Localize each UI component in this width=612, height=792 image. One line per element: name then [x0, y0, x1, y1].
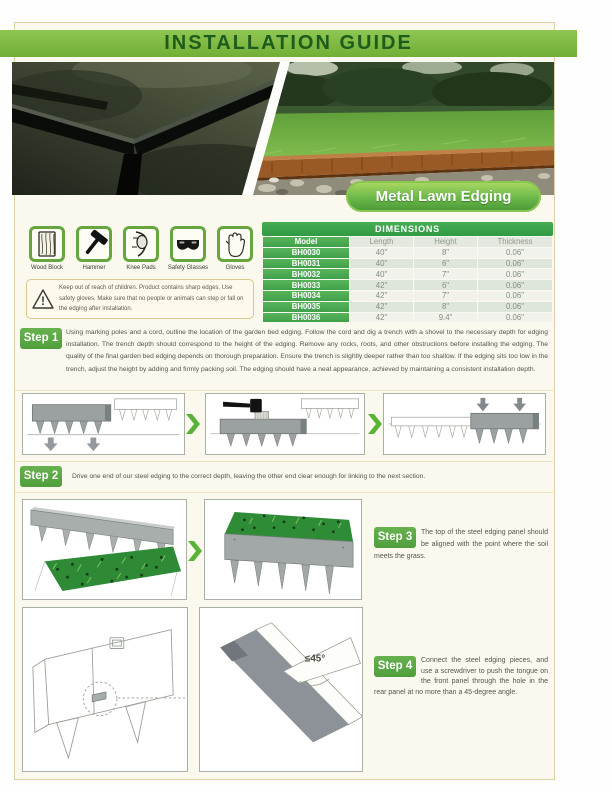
warning-icon [31, 288, 55, 310]
model-cell: BH0035 [263, 302, 349, 312]
figure-row-1-panel-3 [383, 393, 546, 455]
tool-label: Wood Block [31, 265, 63, 271]
value-cell: 40" [350, 248, 413, 258]
model-cell: BH0030 [263, 248, 349, 258]
photo-right-lawn-edging [242, 62, 554, 195]
model-cell: BH0033 [263, 280, 349, 290]
warning-text: Keep out of reach of children. Product contains sharp edges. Use safety gloves. Make sure that no people or animals can step or fall on the edging after installation. [59, 284, 244, 313]
value-cell: 9.4" [414, 313, 477, 323]
value-cell: 7" [414, 291, 477, 301]
table-row [263, 259, 552, 269]
value-cell: 0.06" [478, 259, 552, 269]
value-cell: 42" [350, 302, 413, 312]
dimensions-grid [262, 236, 553, 323]
figure-row-1-panel-1 [22, 393, 185, 455]
column-header-length: Length [350, 237, 413, 247]
value-cell: 7" [414, 269, 477, 279]
table-row [263, 302, 552, 312]
tool-label: Knee Pads [126, 265, 156, 271]
tool-label: Hammer [82, 265, 106, 271]
value-cell: 42" [350, 313, 413, 323]
value-cell: 42" [350, 291, 413, 301]
value-cell: 6" [414, 280, 477, 290]
page-title: INSTALLATION GUIDE [164, 32, 413, 54]
section-divider [15, 492, 553, 493]
tool-item-wood-block [26, 226, 68, 271]
hammer-icon [76, 226, 112, 262]
gloves-icon [217, 226, 253, 262]
photo-left-metal-edging [12, 62, 302, 195]
step-2-label: Step 2 [20, 466, 62, 487]
tool-label: Gloves [225, 265, 245, 271]
column-header-model: Model [263, 237, 349, 247]
figure-row-3-panel-2 [199, 607, 363, 772]
warning-box [26, 279, 254, 319]
value-cell: 0.06" [478, 269, 552, 279]
chevron-right-icon [368, 414, 382, 434]
figure-row-2-panel-2 [204, 499, 362, 600]
step-3-label: Step 3 [374, 527, 416, 548]
tool-item-knee-pads [120, 226, 162, 271]
angle-label: ≤45° [304, 653, 326, 665]
step-1-label: Step 1 [20, 328, 62, 349]
step-4-text: Connect the steel edging pieces, and use a screwdriver to push the tongue on the front panel through the hole in the rear panel at no more than a 45-degree angle. [374, 657, 548, 696]
table-title: DIMENSIONS [262, 222, 553, 236]
model-cell: BH0036 [263, 313, 349, 323]
column-header-thickness: Thickness [478, 237, 552, 247]
safety-glasses-icon [170, 226, 206, 262]
figure-row-2-panel-1 [22, 499, 187, 600]
table-row [263, 280, 552, 290]
model-cell: BH0031 [263, 259, 349, 269]
step-4-block [374, 656, 548, 698]
step-2-text: Drive one end of our steel edging to the correct depth, leaving the other end clear enough for linking to the next section. [72, 473, 426, 480]
table-row [263, 269, 552, 279]
tool-item-gloves [214, 226, 256, 271]
value-cell: 6" [414, 259, 477, 269]
model-cell: BH0034 [263, 291, 349, 301]
hero-photos [12, 62, 554, 195]
product-badge-label: Metal Lawn Edging [375, 188, 512, 205]
table-row [263, 291, 552, 301]
svg-text:!: ! [41, 294, 45, 308]
column-header-height: Height [414, 237, 477, 247]
wood-block-icon [29, 226, 65, 262]
value-cell: 0.06" [478, 313, 552, 323]
value-cell: 42" [350, 280, 413, 290]
value-cell: 0.06" [478, 280, 552, 290]
step-3-block [374, 527, 548, 563]
chevron-right-icon [188, 541, 202, 561]
value-cell: 8" [414, 248, 477, 258]
product-badge [346, 181, 541, 212]
table-header-row [263, 237, 552, 247]
chevron-right-icon [186, 414, 200, 434]
section-divider [15, 461, 553, 462]
step-1-text: Using marking poles and a cord, outline the location of the garden bed edging. Follow the cord and dig a trench with a shovel to the necessary depth for edging installation. The trench depth should correspond to the height of the edging. Remove any rocks, roots, and other obstructions before installing the edging. The quality of the final garden bed edging depends on thorough preparation. Ensure the trench is slightly deeper rather than too shallow. If the edging sits too low in the trench, adjust the height by adding and firmly packing soil. The edging should have a neat appearance, achieved by maintaining a consistent installation depth. [66, 329, 548, 373]
table-row [263, 248, 552, 258]
tool-label: Safety Glasses [167, 265, 209, 271]
value-cell: 0.06" [478, 291, 552, 301]
table-row [263, 313, 552, 323]
step-4-label: Step 4 [374, 656, 416, 677]
dimensions-table [262, 222, 553, 323]
knee-pads-icon [123, 226, 159, 262]
figure-row-1-panel-2 [205, 393, 365, 455]
value-cell: 8" [414, 302, 477, 312]
value-cell: 40" [350, 269, 413, 279]
tools-list [26, 226, 256, 271]
hero-photos-art [12, 62, 554, 195]
tool-item-safety-glasses [167, 226, 209, 271]
step-3-text: The top of the steel edging panel should be aligned with the point where the soil meets the grass. [374, 529, 548, 560]
figure-row-3-panel-1 [22, 607, 188, 772]
value-cell: 0.06" [478, 302, 552, 312]
title-banner [0, 30, 577, 57]
value-cell: 0.06" [478, 248, 552, 258]
tool-item-hammer [73, 226, 115, 271]
model-cell: BH0032 [263, 269, 349, 279]
value-cell: 40" [350, 259, 413, 269]
section-divider [15, 390, 553, 391]
